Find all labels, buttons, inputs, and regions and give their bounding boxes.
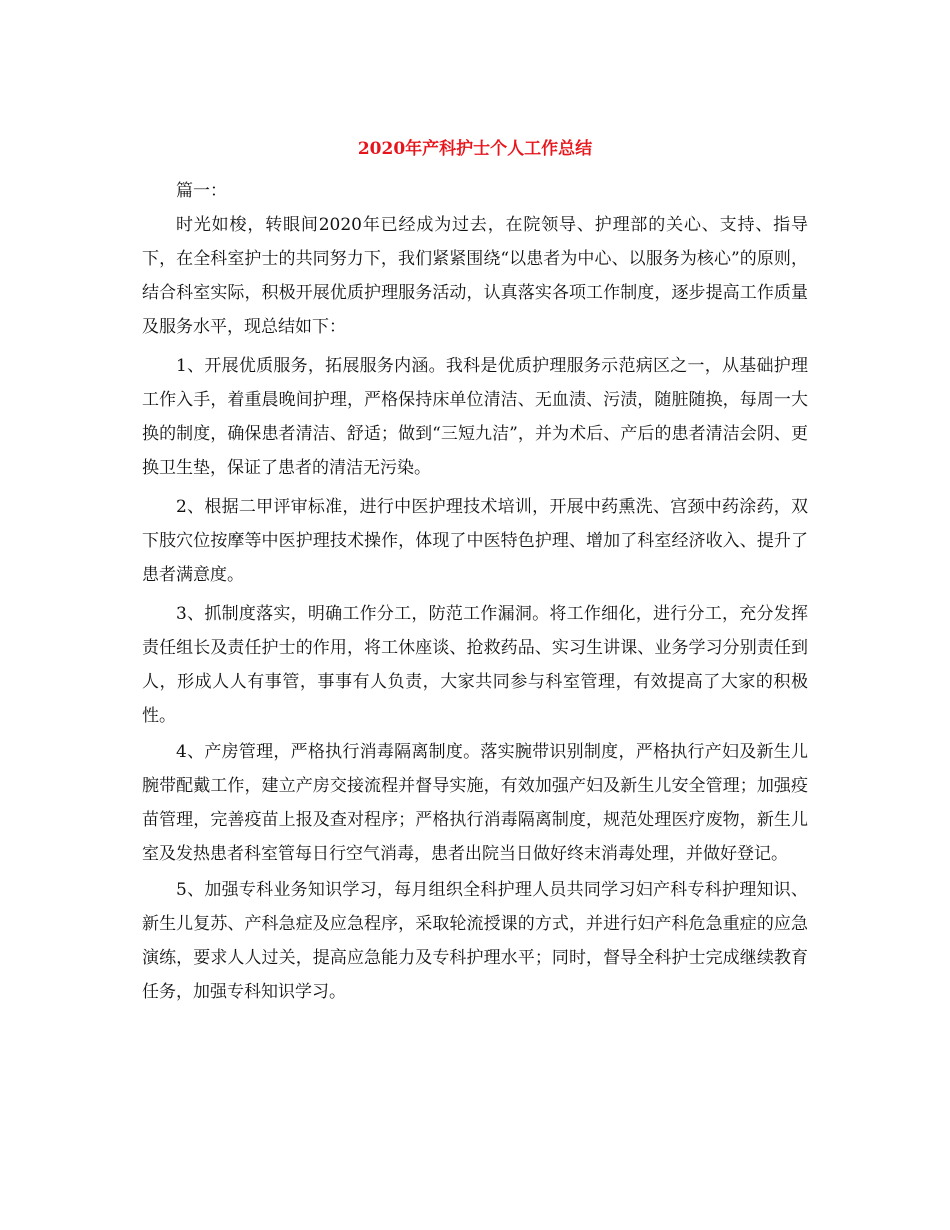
document-body bbox=[142, 174, 808, 1009]
paragraph-item-2: 2、根据二甲评审标准，进行中医护理技术培训，开展中药熏洗、宫颈中药涂药，双下肢穴位按摩等中医护理技术操作，体现了中医特色护理、增加了科室经济收入、提升了患者满意度。 bbox=[142, 497, 808, 585]
section-heading: 篇一： bbox=[176, 181, 227, 201]
paragraph-item-3: 3、抓制度落实，明确工作分工，防范工作漏洞。将工作细化，进行分工，充分发挥责任组长及责任护士的作用，将工休座谈、抢救药品、实习生讲课、业务学习分别责任到人，形成人人有事管，事事有人负责，大家共同参与科室管理，有效提高了大家的积极性。 bbox=[142, 604, 808, 726]
paragraph-intro: 时光如梭，转眼间2020年已经成为过去，在院领导、护理部的关心、支持、指导下，在全科室护士的共同努力下，我们紧紧围绕“以患者为中心、以服务为核心”的原则，结合科室实际，积极开展优质护理服务活动，认真落实各项工作制度，逐步提高工作质量及服务水平，现总结如下： bbox=[142, 215, 808, 337]
paragraph-item-5: 5、加强专科业务知识学习，每月组织全科护理人员共同学习妇产科专科护理知识、新生儿复苏、产科急症及应急程序，采取轮流授课的方式，并进行妇产科危急重症的应急演练，要求人人过关，提高应急能力及专科护理水平；同时，督导全科护士完成继续教育任务，加强专科知识学习。 bbox=[142, 880, 808, 1002]
paragraph-item-1: 1、开展优质服务，拓展服务内涵。我科是优质护理服务示范病区之一，从基础护理工作入手，着重晨晚间护理，严格保持床单位清洁、无血渍、污渍，随脏随换，每周一大换的制度，确保患者清洁、舒适；做到“三短九洁”，并为术后、产后的患者清洁会阴、更换卫生垫，保证了患者的清洁无污染。 bbox=[142, 356, 808, 478]
document-title: 2020年产科护士个人工作总结 bbox=[357, 139, 593, 159]
paragraph-item-4: 4、产房管理，严格执行消毒隔离制度。落实腕带识别制度，严格执行产妇及新生儿腕带配戴工作，建立产房交接流程并督导实施，有效加强产妇及新生儿安全管理；加强疫苗管理，完善疫苗上报及查对程序；严格执行消毒隔离制度，规范处理医疗废物，新生儿室及发热患者科室管每日行空气消毒，患者出院当日做好终末消毒处理，并做好登记。 bbox=[142, 742, 808, 864]
